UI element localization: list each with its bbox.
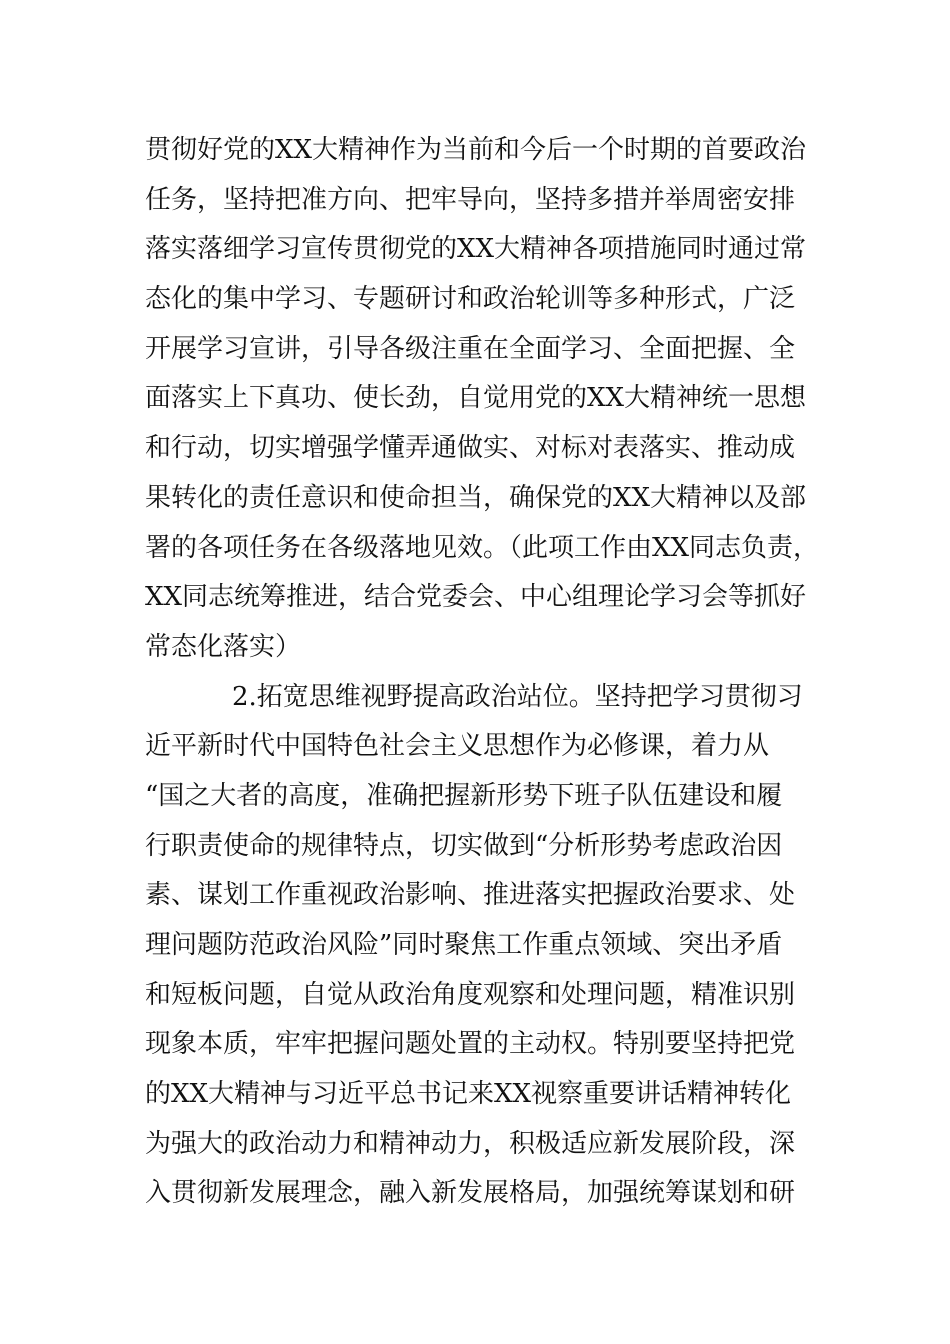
text-line: 贯彻好党的XX大精神作为当前和今后一个时期的首要政治 xyxy=(145,135,807,165)
text-line: 现象本质，牢牢把握问题处置的主动权。特别要坚持把党 xyxy=(145,1029,796,1060)
text-line: 的XX大精神与习近平总书记来XX视察重要讲话精神转化 xyxy=(145,1079,792,1110)
text-line: 入贯彻新发展理念，融入新发展格局，加强统筹谋划和研 xyxy=(145,1178,796,1209)
text-line: 落实落细学习宣传贯彻党的XX大精神各项措施同时通过常 xyxy=(145,234,807,265)
text-line: 果转化的责任意识和使命担当，确保党的XX大精神以及部 xyxy=(145,482,807,513)
text-line: 近平新时代中国特色社会主义思想作为必修课，着力从 xyxy=(145,731,770,762)
text-line: XX同志统筹推进，结合党委会、中心组理论学习会等抓好 xyxy=(145,582,807,613)
text-line: 署的各项任务在各级落地见效。（此项工作由XX同志负责， xyxy=(145,532,820,563)
text-line: 为强大的政治动力和精神动力，积极适应新发展阶段，深 xyxy=(145,1128,796,1159)
text-line: 开展学习宣讲，引导各级注重在全面学习、全面把握、全 xyxy=(145,333,796,364)
text-line: 态化的集中学习、专题研讨和政治轮训等多种形式，广泛 xyxy=(145,284,796,315)
text-line: 面落实上下真功、使长劲，自觉用党的XX大精神统一思想 xyxy=(145,383,807,414)
text-line: 素、谋划工作重视政治影响、推进落实把握政治要求、处 xyxy=(145,880,796,911)
text-line: 行职责使命的规律特点，切实做到“分析形势考虑政治因 xyxy=(145,830,783,861)
text-line: 和行动，切实增强学懂弄通做实、对标对表落实、推动成 xyxy=(145,433,796,464)
text-line-indented: 2.拓宽思维视野提高政治站位。坚持把学习贯彻习 xyxy=(232,681,803,712)
text-line: 和短板问题，自觉从政治角度观察和处理问题，精准识别 xyxy=(145,979,796,1010)
text-line: “国之大者的高度，准确把握新形势下班子队伍建设和履 xyxy=(145,780,783,811)
text-line: 常态化落实） xyxy=(145,631,302,662)
paragraph-1 xyxy=(145,126,835,673)
document-body xyxy=(145,126,835,1219)
paragraph-2 xyxy=(145,673,835,1220)
text-line: 任务，坚持把准方向、把牢导向，坚持多措并举周密安排 xyxy=(145,184,796,215)
text-line: 理问题防范政治风险”同时聚焦工作重点领域、突出矛盾 xyxy=(145,930,783,960)
